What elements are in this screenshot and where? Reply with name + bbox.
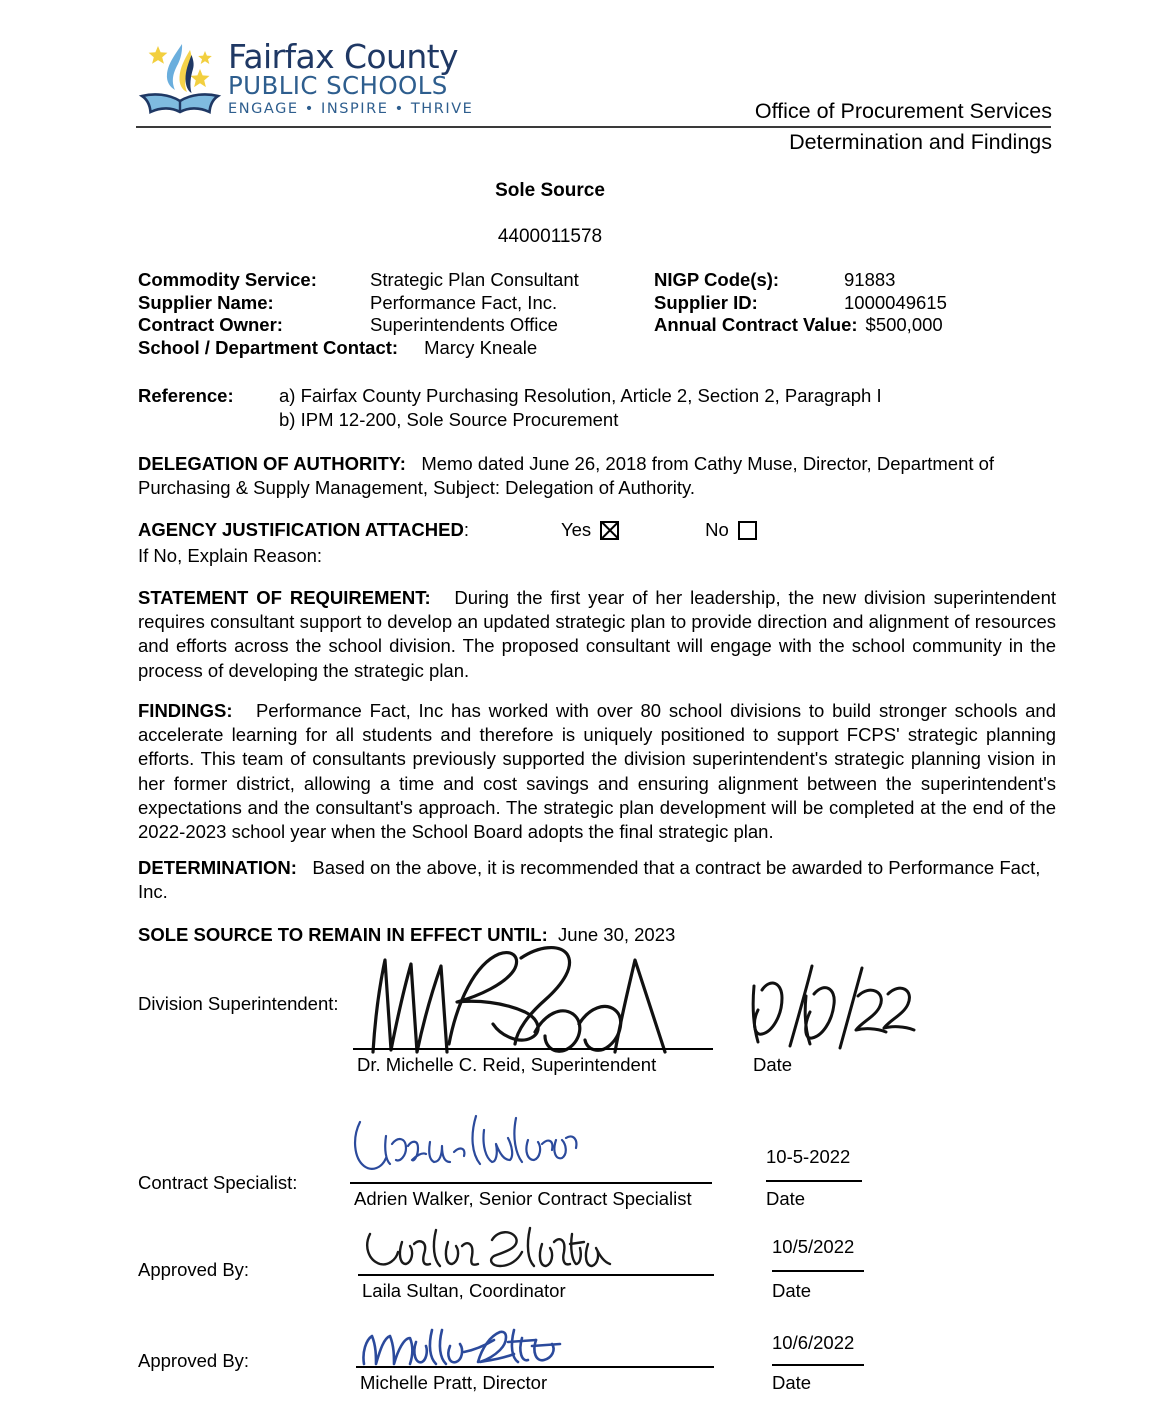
- statement-text: During the first year of her leadership, the new division superintendent requires consultant support to develop an updated strategic plan to provide direction and alignment of resources and efforts across the school division. The proposed consultant will engage with the school community in the process of developing the strategic plan.: [138, 587, 1057, 681]
- signature-role-label: Approved By:: [138, 1350, 250, 1371]
- signature-block-director: [138, 1324, 1058, 1414]
- supplier-id-value: 1000049615: [844, 291, 947, 313]
- info-cell-right: [654, 292, 947, 315]
- supplier-id-label: Supplier ID:: [654, 291, 758, 313]
- agency-yes-group[interactable]: [561, 518, 619, 542]
- logo-line-county: Fairfax County: [228, 37, 458, 76]
- supplier-name-value: Performance Fact, Inc.: [370, 291, 558, 313]
- reference-list: [279, 384, 882, 432]
- info-row: [138, 269, 1058, 292]
- delegation-label: DELEGATION OF AUTHORITY:: [138, 453, 406, 474]
- nigp-code-label: NIGP Code(s):: [654, 269, 780, 290]
- info-row: [138, 337, 1058, 360]
- signature-block-contract-specialist: [138, 1098, 1058, 1218]
- logo-line-tagline: ENGAGE • INSPIRE • THRIVE: [228, 100, 474, 117]
- date-value: 10-5-2022: [766, 1146, 851, 1167]
- signature-role-label: Approved By:: [138, 1259, 250, 1280]
- agency-justification-colon: :: [463, 519, 469, 540]
- agency-justification-label: AGENCY JUSTIFICATION ATTACHED: [138, 519, 464, 540]
- date-label: Date: [772, 1372, 812, 1393]
- contract-owner-value: Superintendents Office: [370, 314, 558, 335]
- info-cell-left: [138, 292, 654, 315]
- signature-ink-superintendent: [353, 940, 773, 1058]
- signature-role-label: Contract Specialist:: [138, 1172, 298, 1193]
- statement-label: STATEMENT OF REQUIREMENT:: [138, 587, 431, 608]
- signature-date-ink-superintendent: [748, 960, 918, 1052]
- page-title: Sole Source: [495, 180, 605, 201]
- signature-line: [356, 1366, 714, 1368]
- agency-justification-row: [138, 518, 1056, 542]
- date-label: Date: [753, 1054, 793, 1075]
- commodity-service-label: Commodity Service:: [138, 269, 317, 290]
- agency-no-checkbox[interactable]: [738, 521, 757, 540]
- determination-text: Based on the above, it is recommended that a contract be awarded to Performance Fact, Inc.: [138, 857, 1041, 903]
- date-label: Date: [772, 1280, 812, 1301]
- signature-block-coordinator: [138, 1224, 1058, 1320]
- school-department-contact-value: Marcy Kneale: [424, 336, 538, 358]
- findings-label: FINDINGS:: [138, 700, 233, 721]
- contract-info-table: [138, 269, 1058, 359]
- document-subtitle: Determination and Findings: [789, 130, 1052, 154]
- info-cell-left: [138, 314, 654, 337]
- date-label: Date: [766, 1188, 806, 1209]
- school-department-contact-label: School / Department Contact:: [138, 336, 399, 358]
- effect-until-value: June 30, 2023: [558, 924, 676, 945]
- reference-item: b) IPM 12-200, Sole Source Procurement: [279, 409, 619, 430]
- signature-ink-director: [356, 1324, 616, 1370]
- contract-number: 4400011578: [497, 226, 603, 247]
- supplier-name-label: Supplier Name:: [138, 291, 274, 313]
- office-title: Office of Procurement Services: [754, 99, 1052, 123]
- date-line: [766, 1180, 862, 1182]
- signature-name: Adrien Walker, Senior Contract Specialist: [354, 1188, 692, 1209]
- agency-yes-label: Yes: [560, 519, 592, 540]
- effect-until-label: SOLE SOURCE TO REMAIN IN EFFECT UNTIL:: [138, 924, 548, 945]
- logo-line-public-schools: PUBLIC SCHOOLS: [228, 71, 448, 100]
- info-row: [138, 292, 1058, 315]
- signature-ink-contract-specialist: [350, 1110, 620, 1182]
- reference-section: [138, 384, 882, 432]
- date-line: [772, 1270, 864, 1272]
- delegation-text: Memo dated June 26, 2018 from Cathy Muse, Director, Department of Purchasing & Supply Management, Subject: Delegation of Authority.: [138, 453, 995, 499]
- findings-text: Performance Fact, Inc has worked with over 80 school divisions to build stronger schools and accelerate learning for all students and therefore is uniquely positioned to support FCPS' strategic planning efforts. This team of consultants previously supported the division superintendent's strategic planning vision in her former district, allowing a time and cost savings and ensuring alignment between the superintendent's expectations and the consultant's approach. The strategic plan development will be completed at the end of the 2022-2023 school year when the School Board adopts the final strategic plan.: [138, 700, 1056, 843]
- findings-section: [138, 699, 1056, 844]
- info-cell-right: [654, 269, 895, 292]
- agency-yes-checkbox[interactable]: [600, 521, 619, 540]
- signature-line: [353, 1048, 713, 1050]
- info-cell-left: [138, 269, 654, 292]
- signature-name: Dr. Michelle C. Reid, Superintendent: [357, 1054, 657, 1075]
- nigp-code-value: 91883: [844, 269, 896, 290]
- signature-line: [350, 1182, 712, 1184]
- signature-name: Michelle Pratt, Director: [360, 1372, 548, 1393]
- date-value: 10/5/2022: [772, 1236, 855, 1257]
- annual-contract-value-value: $500,000: [865, 314, 943, 335]
- statement-of-requirement-section: [138, 586, 1056, 683]
- signature-block-superintendent: [138, 940, 1058, 1090]
- agency-no-group[interactable]: [705, 518, 757, 542]
- reference-label: Reference:: [138, 385, 234, 406]
- flame-book-logo-icon: [138, 36, 224, 120]
- annual-contract-value-label: Annual Contract Value:: [654, 314, 858, 335]
- signature-role-label: Division Superintendent:: [138, 993, 339, 1014]
- fcps-logo: [138, 36, 473, 120]
- delegation-of-authority-section: [138, 452, 1056, 500]
- agency-no-label: No: [705, 519, 729, 540]
- agency-justification-section: [138, 518, 1056, 568]
- header-divider: [136, 126, 1051, 128]
- commodity-service-value: Strategic Plan Consultant: [370, 269, 579, 290]
- logo-wordmark: [228, 36, 473, 116]
- signature-line: [358, 1274, 714, 1276]
- date-value: 10/6/2022: [772, 1332, 855, 1353]
- info-cell-left: [138, 337, 654, 360]
- info-cell-right: [654, 314, 943, 337]
- info-row: [138, 314, 1058, 337]
- date-line: [772, 1364, 864, 1366]
- signature-ink-coordinator: [358, 1224, 618, 1274]
- if-no-explain-label: If No, Explain Reason:: [138, 545, 323, 566]
- reference-item: a) Fairfax County Purchasing Resolution, Article 2, Section 2, Paragraph I: [279, 385, 882, 406]
- document-header: [0, 0, 1160, 154]
- determination-label: DETERMINATION:: [138, 857, 297, 878]
- signature-name: Laila Sultan, Coordinator: [362, 1280, 566, 1301]
- determination-section: [138, 856, 1056, 904]
- contract-owner-label: Contract Owner:: [138, 314, 283, 335]
